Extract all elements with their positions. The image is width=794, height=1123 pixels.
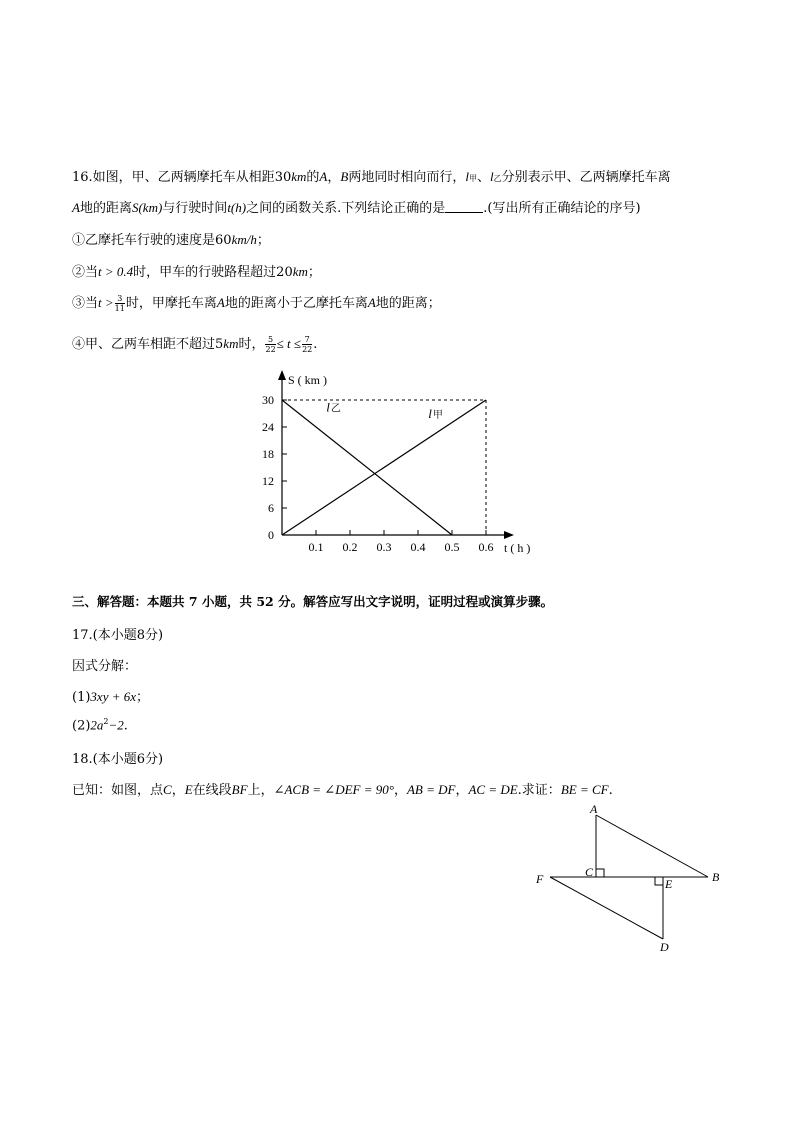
series-label-jia: l甲 <box>428 406 443 421</box>
option-number: 60 <box>215 233 232 248</box>
segment-bf: BF <box>231 782 248 797</box>
x-tick-label: 0.5 <box>444 540 460 554</box>
q18-text: . <box>608 783 613 798</box>
part-expr: 2a <box>90 717 104 733</box>
option-expr: t > <box>98 295 114 310</box>
q16-option-4 <box>72 333 317 354</box>
x-tick-label: 0.2 <box>342 540 358 554</box>
part-end: . <box>123 718 128 734</box>
q16-line2 <box>72 197 641 216</box>
condition-ac-de: AC = DE <box>468 782 518 797</box>
fraction-5-22 <box>265 335 275 354</box>
l-yi-sub: 乙 <box>493 174 502 183</box>
point-c: C <box>163 782 172 797</box>
fraction-numerator: 3 <box>115 294 125 304</box>
point-a: A <box>319 169 328 184</box>
option-text: ④甲、乙两车相距不超过 <box>72 337 216 352</box>
segment-fd <box>550 877 663 939</box>
part-label: (1) <box>72 690 91 705</box>
x-tick-label: 0.3 <box>376 540 392 554</box>
l-jia-symbol: l <box>465 169 469 184</box>
option-text: ①乙摩托车行驶的速度是 <box>72 233 216 248</box>
fraction-numerator: 5 <box>265 335 275 345</box>
q17-part-1 <box>72 686 149 705</box>
option-text: . <box>313 337 318 352</box>
x-axis-arrow <box>504 531 514 539</box>
series-label-yi: l乙 <box>326 399 341 415</box>
condition-ab-df: AB = DF <box>406 782 456 797</box>
fraction-numerator: 7 <box>302 335 312 345</box>
q16-unit: km <box>291 169 307 184</box>
exponent: 2 <box>103 717 109 726</box>
series-line-jia <box>282 400 486 535</box>
option-text: ②当 <box>72 265 99 280</box>
q17-title: 17.(本小题8分) <box>72 628 164 643</box>
option-text: 地的距离小于乙摩托车离 <box>224 296 368 311</box>
point-a: A <box>216 295 225 310</box>
x-tick-label: 0.1 <box>308 540 324 554</box>
option-text: 时，甲摩托车离 <box>125 296 217 311</box>
part-expr: −2 <box>108 717 124 733</box>
option-text: 时，甲车的行驶路程超过 <box>133 265 277 280</box>
label-d: D <box>660 940 669 954</box>
section-text: 分。解答应写出文字说明，证明过程或演算步骤。 <box>278 594 554 609</box>
y-tick-label: 24 <box>262 420 274 434</box>
y-tick-label: 18 <box>262 447 274 461</box>
q16-text: .(写出所有正确结论的序号) <box>483 201 641 216</box>
q16-option-3 <box>72 292 441 313</box>
right-angle-c <box>596 869 604 877</box>
q16-option-1 <box>72 229 270 248</box>
angle-condition: ∠ACB = ∠DEF = 90° <box>273 782 394 797</box>
y-tick-label: 30 <box>262 393 274 407</box>
q16-option-2 <box>72 261 321 280</box>
l-jia-sub: 甲 <box>468 174 477 183</box>
series-label-sub: 甲 <box>432 410 443 421</box>
part-label: (2) <box>72 718 91 734</box>
point-a: A <box>72 200 80 215</box>
geometry-figure <box>530 800 730 960</box>
q18-text: 已知：如图，点 <box>72 783 164 798</box>
option-text: 地的距离； <box>375 296 441 311</box>
q16-text: ， <box>327 170 341 185</box>
option-expr: t > 0.4 <box>98 264 134 279</box>
y-axis-label: S ( km ) <box>288 373 327 387</box>
label-a: A <box>590 802 598 816</box>
option-text: ； <box>307 265 321 280</box>
q18-text: ， <box>393 783 407 798</box>
y-tick-label: 12 <box>262 474 274 488</box>
l-yi-symbol: l <box>490 169 494 184</box>
q16-text: 地的距离 <box>79 201 132 216</box>
x-axis-label: t ( h ) <box>504 541 531 555</box>
q16-text: 与行驶时间 <box>162 201 228 216</box>
q16-text: 之间的函数关系.下列结论正确的是 <box>246 201 446 216</box>
section-text: 三、解答题：本题共 <box>72 594 185 609</box>
part-expr: 3xy + 6x <box>90 689 137 704</box>
distance-time-chart <box>250 362 540 562</box>
right-angle-e <box>655 877 663 885</box>
q18-text: 在线段 <box>192 783 232 798</box>
y-tick-label: 0 <box>268 528 274 542</box>
q16-distance: 30 <box>274 170 292 185</box>
fraction-denominator: 22 <box>265 345 276 354</box>
q16-text: 两地同时相向而行， <box>348 170 466 185</box>
q18-text: .求证： <box>517 783 561 798</box>
q16-text: 16.如图，甲、乙两辆摩托车从相距 <box>72 170 275 185</box>
t-variable: t(h) <box>227 200 247 215</box>
series-label-sub: 乙 <box>330 403 341 415</box>
conclusion-be-cf: BE = CF <box>560 782 609 797</box>
fraction-3-11 <box>115 294 125 313</box>
option-number: 5 <box>215 337 224 352</box>
section-3-header <box>72 592 553 610</box>
x-tick-label: 0.4 <box>410 540 426 554</box>
series-line-yi <box>282 400 452 535</box>
option-unit: km <box>223 336 239 351</box>
option-text: ③当 <box>72 296 99 311</box>
option-text: ； <box>256 233 270 248</box>
q18-text: ， <box>455 783 469 798</box>
part-end: ； <box>136 690 150 705</box>
label-c: C <box>585 865 594 879</box>
option-number: 20 <box>276 265 293 280</box>
segment-ab <box>596 815 708 877</box>
section-text: 小题，共 <box>201 594 252 609</box>
q16-line1 <box>72 166 671 185</box>
section-count: 7 <box>188 594 198 609</box>
option-unit: km <box>292 264 308 279</box>
answer-blank[interactable] <box>445 200 483 213</box>
option-expr: ≤ t ≤ <box>276 336 302 351</box>
point-e: E <box>184 782 193 797</box>
y-axis-arrow <box>278 370 286 380</box>
q18-text: 上， <box>247 783 274 798</box>
q18-statement <box>72 779 613 798</box>
option-text: 时， <box>238 337 265 352</box>
fraction-denominator: 11 <box>114 304 125 313</box>
point-a: A <box>367 295 376 310</box>
q16-text: 分别表示甲、乙两辆摩托车离 <box>501 170 671 185</box>
label-e: E <box>665 877 673 891</box>
option-unit: km/h <box>231 232 257 247</box>
q18-title: 18.(本小题6分) <box>72 752 164 767</box>
x-tick-label: 0.6 <box>478 540 494 554</box>
label-f: F <box>536 872 544 886</box>
fraction-denominator: 22 <box>302 345 313 354</box>
q17-prompt: 因式分解： <box>72 659 138 674</box>
q16-text: 的 <box>306 170 320 185</box>
fraction-7-22 <box>302 335 312 354</box>
s-variable: S(km) <box>131 200 163 215</box>
section-score: 52 <box>256 594 274 609</box>
q17-part-2 <box>72 717 128 733</box>
q18-text: ， <box>171 783 185 798</box>
q16-text: 、 <box>476 170 490 185</box>
y-tick-label: 6 <box>268 501 274 515</box>
point-b: B <box>340 169 349 184</box>
label-b: B <box>712 870 720 884</box>
